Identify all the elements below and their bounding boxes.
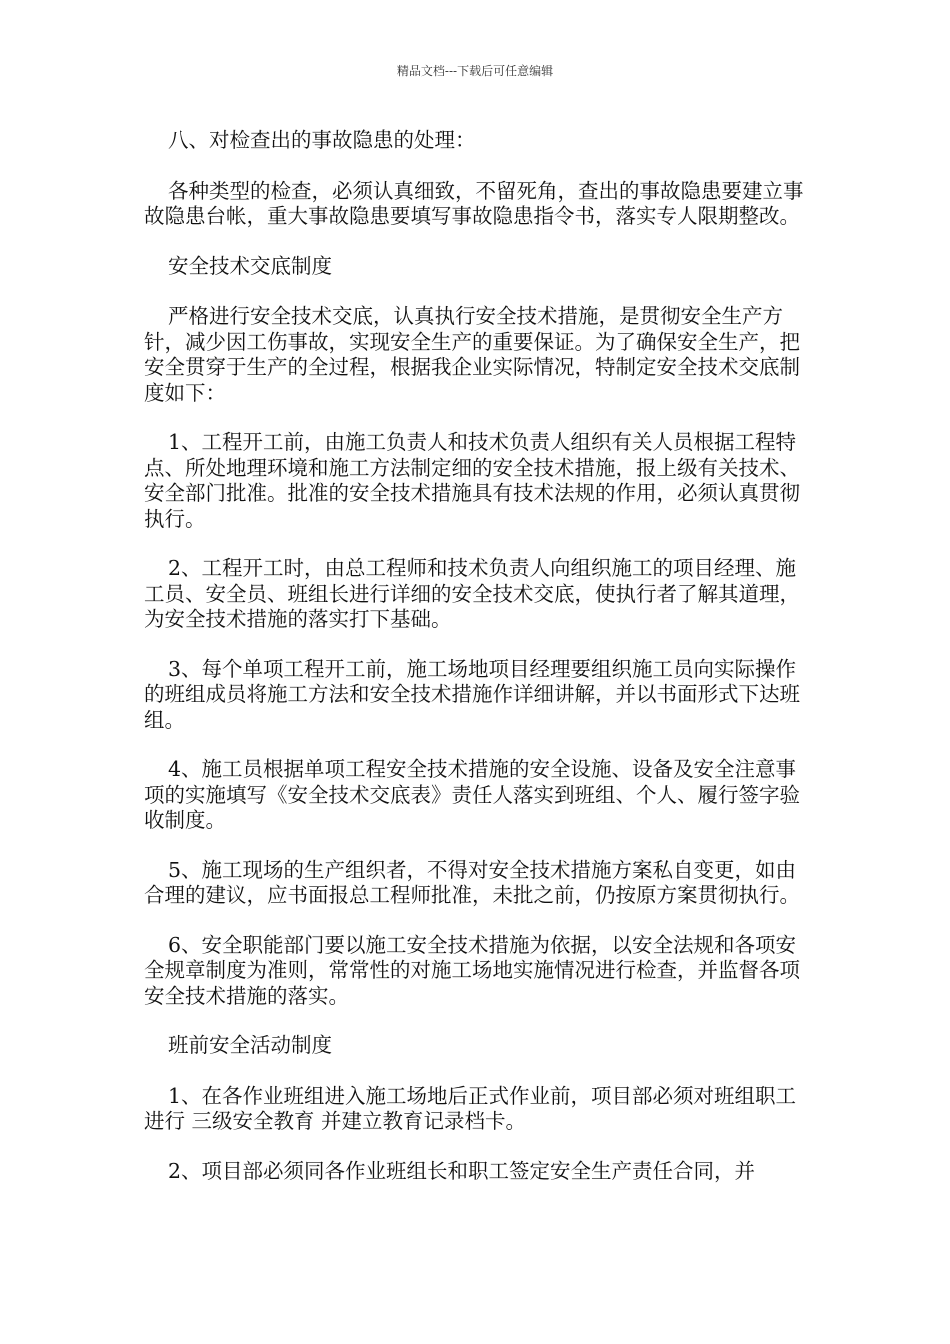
section-heading-tech-briefing: 安全技术交底制度 (168, 253, 332, 278)
paragraph-item-5: 5、施工现场的生产组织者，不得对安全技术措施方案私自变更，如由合理的建议，应书面报总工程师批准，未批之前，仍按原方案贯彻执行。 (144, 857, 800, 907)
paragraph-item-2: 2、工程开工时，由总工程师和技术负责人向组织施工的项目经理、施工员、安全员、班组长进行详细的安全技术交底，使执行者了解其道理，为安全技术措施的落实打下基础。 (144, 556, 800, 631)
paragraph-item-3: 3、每个单项工程开工前，施工场地项目经理要组织施工员向实际操作的班组成员将施工方法和安全技术措施作详细讲解，并以书面形式下达班组。 (144, 656, 800, 732)
paragraph-tech-briefing-intro: 严格进行安全技术交底，认真执行安全技术措施，是贯彻安全生产方针，减少因工伤事故，实现安全生产的重要保证。为了确保安全生产，把安全贯穿于生产的全过程，根据我企业实际情况，特制定安全技术交底制度如下： (144, 304, 800, 405)
paragraph-pre-shift-item-1: 1、在各作业班组进入施工场地后正式作业前，项目部必须对班组职工进行 三级安全教育 并建立教育记录档卡。 (144, 1083, 797, 1133)
paragraph-inspection: 各种类型的检查，必须认真细致，不留死角，查出的事故隐患要建立事故隐患台帐，重大事故隐患要填写事故隐患指令书，落实专人限期整改。 (144, 178, 804, 228)
document-body (144, 128, 806, 1208)
paragraph-item-1: 1、工程开工前，由施工负责人和技术负责人组织有关人员根据工程特点、所处地理环境和施工方法制定细的安全技术措施，报上级有关技术、安全部门批准。批准的安全技术措施具有技术法规的作用，必须认真贯彻执行。 (144, 430, 800, 531)
paragraph-pre-shift-item-2: 2、项目部必须同各作业班组长和职工签定安全生产责任合同，并 (168, 1158, 756, 1183)
paragraph-item-6: 6、安全职能部门要以施工安全技术措施为依据，以安全法规和各项安全规章制度为准则，常常性的对施工场地实施情况进行检查，并监督各项安全技术措施的落实。 (144, 932, 800, 1008)
section-heading-pre-shift: 班前安全活动制度 (168, 1033, 332, 1057)
section-heading-hazard-handling: 八、对检查出的事故隐患的处理： (168, 128, 476, 152)
paragraph-item-4: 4、施工员根据单项工程安全技术措施的安全设施、设备及安全注意事项的实施填写《安全技术交底表》责任人落实到班组、个人、履行签字验收制度。 (144, 757, 800, 832)
page-header: 精品文档---下载后可任意编辑 (396, 64, 554, 78)
